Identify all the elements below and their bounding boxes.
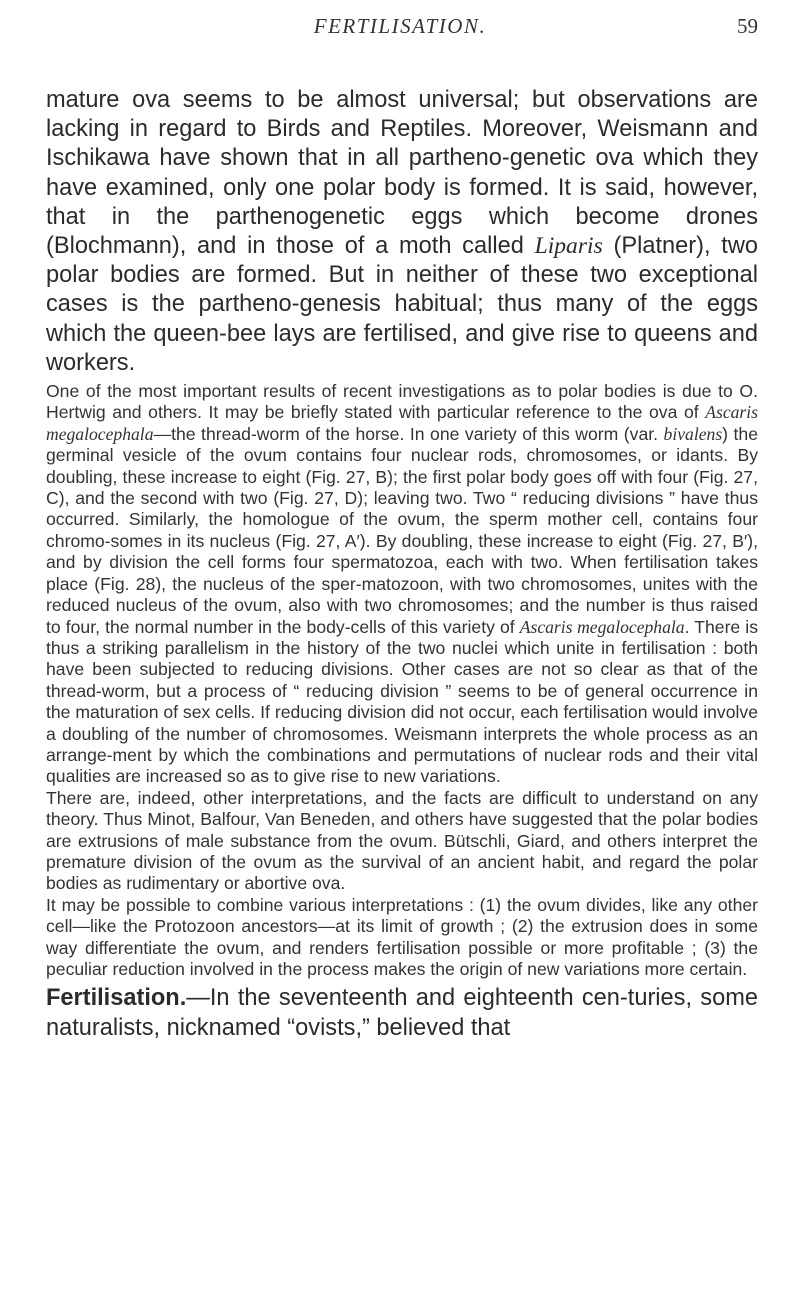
running-head-title: FERTILISATION.: [313, 14, 487, 38]
italic-term: Ascaris megalocephala: [519, 616, 685, 637]
section-paragraph: [46, 984, 758, 1042]
italic-term: bivalens: [663, 423, 723, 444]
body-paragraph: [46, 86, 758, 378]
paragraph-text: mature ova seems to be almost universal; but observations are lacking in regard to Birds and Reptiles. Moreover, Weismann and Ischikawa have shown that in all partheno-genetic ova which they have examined, only one polar body is formed. It is said, however, that in the parthenogenetic eggs which become drones (Blochmann), and in those of a moth called: [46, 87, 758, 260]
italic-term: Ascaris megalocephala: [46, 402, 758, 444]
page-body: [46, 86, 758, 1043]
section-heading: Fertilisation.: [46, 985, 187, 1012]
italic-term: Liparis: [534, 233, 603, 260]
note-text: . There is thus a striking parallelism in the history of the two nuclei which unite in fertilisation : both have been subjected to reducing divisions. Other cases are not so clear as that of the thread-worm, but a process of “ reducing division ” seems to be of general occurrence in the maturation of sex cells. If reducing division did not occur, each fertilisation would involve a doubling of the number of chromosomes. Weismann interprets the whole process as an arrange-ment by which the combinations and permutations of nuclear rods and their vital qualities are increased so as to give rise to new variations.: [46, 616, 758, 787]
page-number: 59: [737, 14, 758, 38]
section-text: —In the seventeenth and eighteenth cen-turies, some naturalists, nicknamed “ovists,” believed that: [46, 985, 758, 1041]
note-text: —the thread-worm of the horse. In one variety of this worm (var.: [153, 423, 664, 444]
small-print-note: [46, 381, 758, 980]
note-paragraph: There are, indeed, other interpretations, and the facts are difficult to understand on any theory. Thus Minot, Balfour, Van Beneden, and others have suggested that the polar bodies are extrusions of male substance from the ovum. Bütschli, Giard, and others interpret the premature division of the ovum as the survival of an ancient habit, and regard the polar bodies as rudimentary or abortive ova.: [46, 787, 758, 894]
note-text: ) the germinal vesicle of the ovum contains four nuclear rods, chromosomes, or idants. By doubling, these increase to eight (Fig. 27, B); the first polar body goes off with four (Fig. 27, C), and the second with two (Fig. 27, D); leaving two. Two “ reducing divisions ” have thus occurred. Similarly, the homologue of the ovum, the sperm mother cell, contains four chromo-somes in its nucleus (Fig. 27, A′). By doubling, these increase to eight (Fig. 27, B′), and by division the cell forms four spermatozoa, each with two. When fertilisation takes place (Fig. 28), the nucleus of the sper-matozoon, with two chromosomes, unites with the reduced nucleus of the ovum, also with two chromosomes; and the number is thus raised to four, the normal number in the body-cells of this variety of: [46, 423, 758, 637]
note-paragraph: [46, 381, 758, 788]
note-paragraph: It may be possible to combine various interpretations : (1) the ovum divides, like any other cell—like the Protozoon ancestors—at its limit of growth ; (2) the extrusion does in some way differentiate the ovum, and renders fertilisation possible or more profitable ; (3) the peculiar reduction involved in the process makes the origin of new variations more certain.: [46, 894, 758, 979]
running-head: [0, 14, 800, 48]
paragraph-text: (Platner), two polar bodies are formed. But in neither of these two exceptional cases is the partheno-genesis habitual; thus many of the eggs which the queen-bee lays are fertilised, and give rise to queens and workers.: [46, 233, 759, 376]
note-text: One of the most important results of recent investigations as to polar bodies is due to O. Hertwig and others. It may be briefly stated with particular reference to the ova of: [46, 381, 758, 423]
